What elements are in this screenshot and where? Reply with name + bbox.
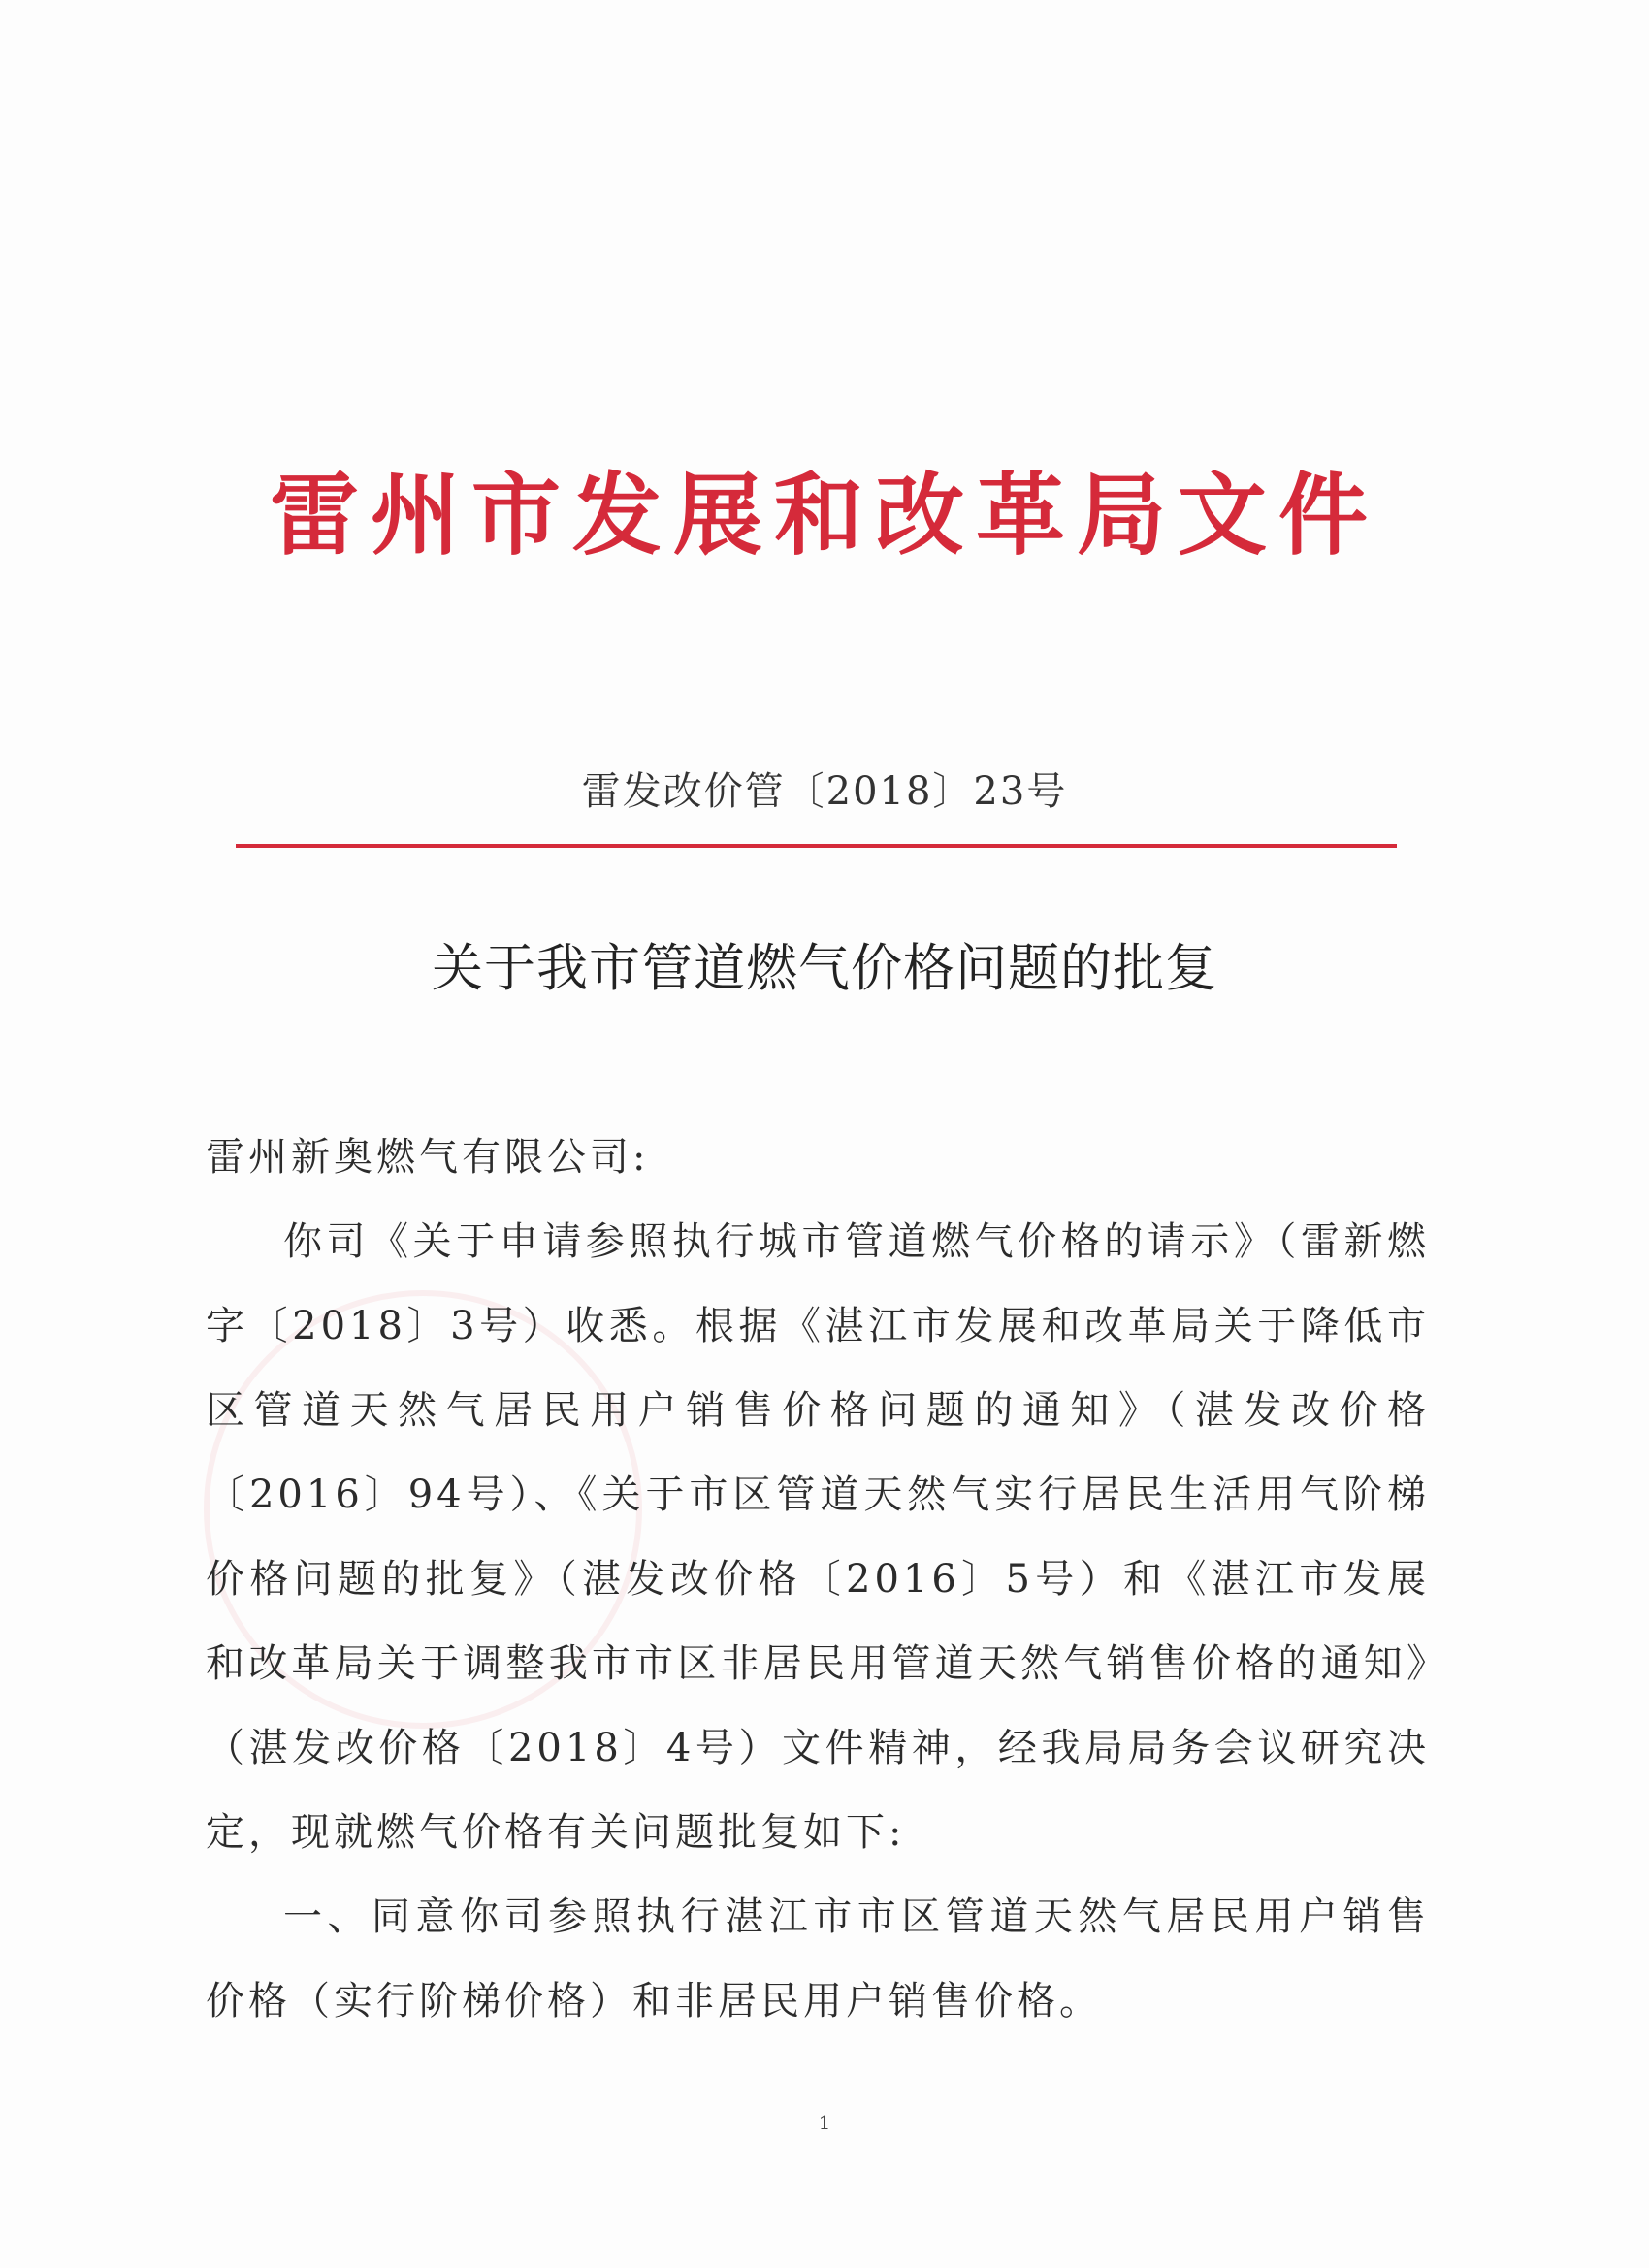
- addressee: 雷州新奥燃气有限公司:: [206, 1135, 650, 1180]
- body-paragraph-2: 一、同意你司参照执行湛江市市区管道天然气居民用户销售价格（实行阶梯价格）和非居民用户销售价格。: [206, 1895, 1430, 2024]
- document-body: [206, 1116, 1430, 2044]
- document-subject-title: 关于我市管道燃气价格问题的批复: [432, 939, 1217, 998]
- document-number: 雷发改价管〔2018〕23号: [581, 769, 1068, 814]
- page-number: 1: [818, 2111, 831, 2134]
- body-paragraph-1: 你司《关于申请参照执行城市管道燃气价格的请示》（雷新燃字〔2018〕3号）收悉。根据《湛江市发展和改革局关于降低市区管道天然气居民用户销售价格问题的通知》（湛发改价格〔2016〕94号）、《关于市区管道天然气实行居民生活用气阶梯价格问题的批复》（湛发改价格〔2016〕5号）和《湛江市发展和改革局关于调整我市市区非居民用管道天然气销售价格的通知》（湛发改价格〔2018〕4号）文件精神，经我局局务会议研究决定，现就燃气价格有关问题批复如下:: [206, 1219, 1430, 1855]
- issuing-authority-header: 雷州市发展和改革局文件: [269, 463, 1379, 567]
- red-divider-line: [236, 844, 1397, 848]
